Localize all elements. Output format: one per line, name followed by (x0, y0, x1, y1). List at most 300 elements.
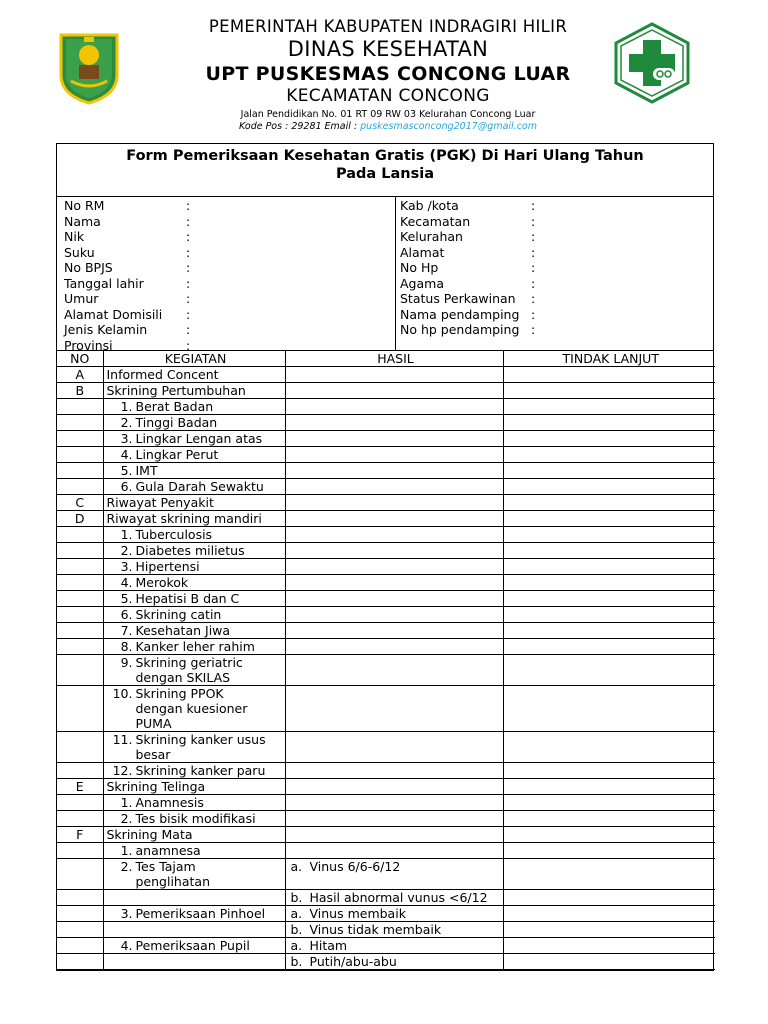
hasil-cell[interactable] (285, 938, 503, 954)
letterhead-contact (150, 121, 626, 133)
hasil-cell[interactable] (285, 431, 503, 447)
tindak-lanjut-cell[interactable] (503, 922, 715, 938)
category-row (57, 511, 715, 527)
row-no-cell (57, 843, 103, 859)
kegiatan-cell: Riwayat skrining mandiri (103, 511, 285, 527)
identity-colon: : (186, 306, 191, 322)
hasil-cell[interactable] (285, 811, 503, 827)
row-no-cell: E (57, 779, 103, 795)
row-no-cell: A (57, 367, 103, 383)
tindak-lanjut-cell[interactable] (503, 463, 715, 479)
hasil-cell[interactable] (285, 922, 503, 938)
hasil-cell[interactable] (285, 447, 503, 463)
kegiatan-cell (103, 527, 285, 543)
kegiatan-cell (103, 543, 285, 559)
item-label-line: Skrining geriatric (135, 655, 243, 670)
identity-colon: : (531, 244, 536, 260)
kegiatan-cell: Skrining Pertumbuhan (103, 383, 285, 399)
tindak-lanjut-cell[interactable] (503, 559, 715, 575)
item-label: Diabetes milietus (135, 543, 245, 558)
kegiatan-cell (103, 859, 285, 890)
item-label: Tes bisik modifikasi (135, 811, 256, 826)
identity-colon: : (186, 213, 191, 229)
kegiatan-cell (103, 954, 285, 970)
kegiatan-cell (103, 938, 285, 954)
identity-field-right[interactable] (400, 214, 700, 230)
tindak-lanjut-cell[interactable] (503, 447, 715, 463)
table-row (57, 732, 715, 763)
identity-label: Nik (64, 229, 85, 244)
item-label: Skrining catin (135, 607, 222, 622)
item-number: 1. (120, 399, 133, 414)
table-row (57, 686, 715, 732)
identity-label: Status Perkawinan (400, 291, 516, 306)
tindak-lanjut-cell[interactable] (503, 495, 715, 511)
row-no-cell (57, 447, 103, 463)
kegiatan-cell: Skrining Mata (103, 827, 285, 843)
identity-colon: : (531, 260, 536, 275)
tindak-lanjut-cell[interactable] (503, 890, 715, 906)
table-row (57, 795, 715, 811)
tindak-lanjut-cell[interactable] (503, 655, 715, 686)
identity-colon: : (531, 291, 536, 306)
table-row (57, 938, 715, 954)
hasil-option-letter: b. (290, 890, 303, 905)
kegiatan-cell (103, 591, 285, 607)
item-number: 3. (120, 906, 133, 921)
identity-label: Kab /kota (400, 198, 459, 213)
kegiatan-cell (103, 463, 285, 479)
tindak-lanjut-cell[interactable] (503, 431, 715, 447)
item-number: 3. (120, 431, 133, 446)
hasil-cell[interactable] (285, 890, 503, 906)
item-label: Lingkar Perut (135, 447, 219, 462)
kegiatan-cell (103, 843, 285, 859)
letterhead-department: DINAS KESEHATAN (287, 37, 489, 61)
kegiatan-cell (103, 479, 285, 495)
table-row (57, 447, 715, 463)
kegiatan-cell (103, 732, 285, 763)
hasil-cell[interactable] (285, 367, 503, 383)
row-no-cell (57, 527, 103, 543)
identity-field-right[interactable] (400, 229, 700, 245)
kegiatan-cell: Skrining Telinga (103, 779, 285, 795)
tindak-lanjut-cell[interactable] (503, 795, 715, 811)
tindak-lanjut-cell[interactable] (503, 367, 715, 383)
identity-label: No hp pendamping (400, 322, 520, 337)
kegiatan-cell (103, 447, 285, 463)
item-number: 9. (120, 655, 133, 670)
table-row (57, 954, 715, 970)
item-label-line: besar (135, 747, 171, 762)
identity-divider (395, 197, 396, 350)
category-row (57, 827, 715, 843)
hasil-option-letter: a. (290, 906, 303, 921)
item-number: 1. (120, 795, 133, 810)
item-label: Berat Badan (135, 399, 214, 414)
hasil-option-text: Putih/abu-abu (309, 954, 397, 969)
hasil-cell[interactable] (285, 655, 503, 686)
row-no-cell (57, 811, 103, 827)
identity-label: Provinsi (64, 337, 113, 353)
row-no-cell (57, 686, 103, 732)
activity-table (57, 351, 715, 970)
health-check-form (56, 143, 714, 971)
form-title-line2: Pada Lansia (336, 166, 434, 182)
identity-label: Kecamatan (400, 213, 471, 229)
tindak-lanjut-cell[interactable] (503, 639, 715, 655)
identity-right-column (400, 198, 700, 338)
item-label: anamnesa (135, 843, 201, 858)
tindak-lanjut-cell[interactable] (503, 591, 715, 607)
tindak-lanjut-cell[interactable] (503, 686, 715, 732)
identity-field-right[interactable] (400, 322, 700, 338)
table-row (57, 559, 715, 575)
letterhead-address: Jalan Pendidikan No. 01 RT 09 RW 03 Kelurahan Concong Luar (240, 109, 536, 120)
identity-field-right[interactable] (400, 307, 700, 323)
identity-colon: : (186, 260, 191, 275)
hasil-cell[interactable] (285, 543, 503, 559)
hasil-cell[interactable] (285, 495, 503, 511)
identity-field-left[interactable] (64, 291, 384, 307)
hasil-cell[interactable] (285, 591, 503, 607)
item-number: 7. (120, 623, 133, 638)
regency-coat-of-arms-logo (57, 29, 121, 105)
identity-colon: : (531, 322, 536, 337)
row-no-cell (57, 591, 103, 607)
table-row (57, 463, 715, 479)
tindak-lanjut-cell[interactable] (503, 527, 715, 543)
hasil-option-letter: a. (290, 938, 303, 953)
hasil-cell[interactable] (285, 763, 503, 779)
table-row (57, 479, 715, 495)
item-label-line: dengan SKILAS (135, 670, 231, 685)
row-no-cell (57, 655, 103, 686)
identity-label: Alamat Domisili (64, 306, 163, 322)
table-row (57, 763, 715, 779)
tindak-lanjut-cell[interactable] (503, 763, 715, 779)
table-row (57, 890, 715, 906)
item-label: Tuberculosis (135, 527, 213, 542)
tindak-lanjut-cell[interactable] (503, 383, 715, 399)
identity-label: Kelurahan (400, 229, 463, 244)
row-no-cell (57, 890, 103, 906)
tindak-lanjut-cell[interactable] (503, 827, 715, 843)
kegiatan-cell (103, 559, 285, 575)
hasil-option-letter: a. (290, 859, 303, 874)
hasil-cell[interactable] (285, 559, 503, 575)
table-row (57, 575, 715, 591)
identity-label: Suku (64, 244, 95, 260)
header-kegiatan: KEGIATAN (103, 351, 285, 367)
hasil-cell[interactable] (285, 843, 503, 859)
tindak-lanjut-cell[interactable] (503, 415, 715, 431)
identity-label: Agama (400, 275, 444, 291)
item-number: 4. (120, 575, 133, 590)
row-no-cell: D (57, 511, 103, 527)
identity-label: Umur (64, 291, 99, 306)
item-label: Hepatisi B dan C (135, 591, 240, 606)
kegiatan-cell: Riwayat Penyakit (103, 495, 285, 511)
hasil-cell[interactable] (285, 779, 503, 795)
identity-label: Nama pendamping (400, 306, 520, 322)
table-row (57, 906, 715, 922)
hasil-cell[interactable] (285, 906, 503, 922)
item-number: 12. (112, 763, 133, 778)
row-no-cell (57, 463, 103, 479)
table-row (57, 431, 715, 447)
identity-label: No Hp (400, 260, 439, 275)
table-row (57, 591, 715, 607)
hasil-cell[interactable] (285, 954, 503, 970)
identity-field-left[interactable] (64, 276, 384, 292)
identity-field-left[interactable] (64, 260, 384, 276)
hasil-cell[interactable] (285, 479, 503, 495)
item-label: Lingkar Lengan atas (135, 431, 263, 446)
row-no-cell (57, 543, 103, 559)
row-no-cell (57, 795, 103, 811)
identity-colon: : (531, 306, 536, 322)
identity-label: No BPJS (64, 260, 113, 275)
hasil-cell[interactable] (285, 732, 503, 763)
item-number: 5. (120, 463, 133, 478)
table-header-row (57, 351, 715, 367)
identity-colon: : (186, 229, 191, 244)
table-row (57, 527, 715, 543)
table-row (57, 607, 715, 623)
category-row (57, 495, 715, 511)
kegiatan-cell (103, 906, 285, 922)
row-no-cell (57, 623, 103, 639)
hasil-cell[interactable] (285, 575, 503, 591)
identity-label: Nama (64, 213, 101, 229)
table-row (57, 639, 715, 655)
identity-label: No RM (64, 198, 105, 213)
identity-label: Alamat (400, 244, 445, 260)
form-title (57, 144, 713, 197)
tindak-lanjut-cell[interactable] (503, 938, 715, 954)
item-label: Kanker leher rahim (135, 639, 255, 654)
item-number: 1. (120, 527, 133, 542)
identity-label: Jenis Kelamin (64, 322, 148, 337)
tindak-lanjut-cell[interactable] (503, 399, 715, 415)
hasil-cell[interactable] (285, 511, 503, 527)
item-label: Hipertensi (135, 559, 200, 574)
kegiatan-cell (103, 639, 285, 655)
kegiatan-cell (103, 575, 285, 591)
item-label-line: dengan kuesioner (135, 701, 248, 716)
item-label: Kesehatan Jiwa (135, 623, 231, 638)
hasil-cell[interactable] (285, 795, 503, 811)
identity-colon: : (531, 213, 536, 229)
row-no-cell (57, 575, 103, 591)
item-number: 10. (112, 686, 133, 701)
item-label: Merokok (135, 575, 189, 590)
identity-section (57, 197, 713, 351)
identity-colon: : (186, 291, 191, 306)
kegiatan-cell (103, 811, 285, 827)
row-no-cell (57, 607, 103, 623)
identity-field-right[interactable] (400, 198, 700, 214)
item-number: 2. (120, 811, 133, 826)
identity-field-left[interactable] (64, 229, 384, 245)
hasil-option-letter: b. (290, 954, 303, 969)
row-no-cell (57, 479, 103, 495)
tindak-lanjut-cell[interactable] (503, 479, 715, 495)
table-row (57, 399, 715, 415)
kegiatan-cell (103, 623, 285, 639)
row-no-cell (57, 922, 103, 938)
identity-colon: : (186, 198, 191, 213)
tindak-lanjut-cell[interactable] (503, 779, 715, 795)
item-number: 5. (120, 591, 133, 606)
hasil-cell[interactable] (285, 623, 503, 639)
kegiatan-cell (103, 607, 285, 623)
item-number: 11. (112, 732, 133, 747)
hasil-option-text: Hasil abnormal vunus <6/12 (309, 890, 488, 905)
item-number: 4. (120, 938, 133, 953)
identity-field-left[interactable] (64, 198, 384, 214)
tindak-lanjut-cell[interactable] (503, 607, 715, 623)
kegiatan-cell: Informed Concent (103, 367, 285, 383)
item-number: 2. (120, 859, 133, 874)
letterhead (0, 0, 768, 140)
row-no-cell (57, 431, 103, 447)
identity-colon: : (186, 322, 191, 337)
row-no-cell (57, 415, 103, 431)
item-label-line: Tes Tajam (135, 859, 196, 874)
identity-colon: : (186, 337, 191, 353)
row-no-cell (57, 859, 103, 890)
identity-field-left[interactable] (64, 245, 384, 261)
identity-field-left[interactable] (64, 338, 384, 354)
item-number: 8. (120, 639, 133, 654)
item-number: 2. (120, 415, 133, 430)
item-label: Pemeriksaan Pupil (135, 938, 250, 953)
row-no-cell (57, 906, 103, 922)
hasil-cell[interactable] (285, 527, 503, 543)
kegiatan-cell (103, 922, 285, 938)
hasil-cell[interactable] (285, 383, 503, 399)
health-cross-emblem-logo (613, 22, 691, 104)
row-no-cell: F (57, 827, 103, 843)
hasil-option-text: Hitam (309, 938, 348, 953)
tindak-lanjut-cell[interactable] (503, 575, 715, 591)
hasil-option-text: Vinus membaik (309, 906, 406, 921)
hasil-option-text: Vinus 6/6-6/12 (309, 859, 401, 874)
kegiatan-cell (103, 399, 285, 415)
item-label: Tinggi Badan (135, 415, 218, 430)
postal-code-label: Kode Pos : 29281 Email : (238, 121, 361, 132)
identity-field-left[interactable] (64, 307, 384, 323)
identity-colon: : (186, 244, 191, 260)
row-no-cell (57, 639, 103, 655)
hasil-option-text: Vinus tidak membaik (309, 922, 442, 937)
form-title-line1: Form Pemeriksaan Kesehatan Gratis (PGK) Di Hari Ulang Tahun (126, 148, 644, 164)
identity-field-left[interactable] (64, 322, 384, 338)
identity-field-right[interactable] (400, 260, 700, 276)
letterhead-government: PEMERINTAH KABUPATEN INDRAGIRI HILIR (208, 17, 568, 36)
header-no: NO (57, 351, 103, 367)
table-row (57, 843, 715, 859)
email-link[interactable]: puskesmasconcong2017@gmail.com (360, 121, 537, 132)
row-no-cell (57, 954, 103, 970)
identity-field-right[interactable] (400, 245, 700, 261)
identity-colon: : (531, 198, 536, 213)
item-label: Skrining kanker paru (135, 763, 266, 778)
tindak-lanjut-cell[interactable] (503, 811, 715, 827)
identity-colon: : (186, 275, 191, 291)
table-row (57, 811, 715, 827)
item-label-line: PUMA (135, 716, 172, 731)
hasil-cell[interactable] (285, 399, 503, 415)
hasil-cell[interactable] (285, 607, 503, 623)
identity-colon: : (531, 229, 536, 244)
tindak-lanjut-cell[interactable] (503, 954, 715, 970)
hasil-cell[interactable] (285, 859, 503, 890)
identity-colon: : (531, 275, 536, 291)
tindak-lanjut-cell[interactable] (503, 623, 715, 639)
table-row (57, 859, 715, 890)
item-number: 4. (120, 447, 133, 462)
table-row (57, 623, 715, 639)
item-number: 2. (120, 543, 133, 558)
hasil-cell[interactable] (285, 827, 503, 843)
hasil-option-letter: b. (290, 922, 303, 937)
letterhead-district: KECAMATAN CONCONG (286, 86, 490, 106)
hasil-cell[interactable] (285, 686, 503, 732)
table-row (57, 543, 715, 559)
table-row (57, 415, 715, 431)
tindak-lanjut-cell[interactable] (503, 906, 715, 922)
item-label: Gula Darah Sewaktu (135, 479, 264, 494)
row-no-cell (57, 399, 103, 415)
item-label: Pemeriksaan Pinhoel (135, 906, 266, 921)
identity-field-right[interactable] (400, 276, 700, 292)
hasil-cell[interactable] (285, 415, 503, 431)
hasil-cell[interactable] (285, 639, 503, 655)
identity-label: Tanggal lahir (64, 275, 144, 291)
row-no-cell (57, 938, 103, 954)
tindak-lanjut-cell[interactable] (503, 843, 715, 859)
category-row (57, 383, 715, 399)
table-row (57, 655, 715, 686)
row-no-cell (57, 732, 103, 763)
table-row (57, 922, 715, 938)
kegiatan-cell (103, 431, 285, 447)
item-label: Anamnesis (135, 795, 204, 810)
tindak-lanjut-cell[interactable] (503, 543, 715, 559)
kegiatan-cell (103, 763, 285, 779)
kegiatan-cell (103, 655, 285, 686)
tindak-lanjut-cell[interactable] (503, 859, 715, 890)
item-label-line: Skrining kanker usus (135, 732, 266, 747)
category-row (57, 367, 715, 383)
item-label-line: penglihatan (135, 874, 210, 889)
tindak-lanjut-cell[interactable] (503, 511, 715, 527)
kegiatan-cell (103, 795, 285, 811)
identity-field-right[interactable] (400, 291, 700, 307)
row-no-cell: C (57, 495, 103, 511)
item-label-line: Skrining PPOK (135, 686, 224, 701)
tindak-lanjut-cell[interactable] (503, 732, 715, 763)
kegiatan-cell (103, 686, 285, 732)
item-number: 3. (120, 559, 133, 574)
identity-field-left[interactable] (64, 214, 384, 230)
hasil-cell[interactable] (285, 463, 503, 479)
item-number: 6. (120, 479, 133, 494)
identity-left-column (64, 198, 384, 353)
